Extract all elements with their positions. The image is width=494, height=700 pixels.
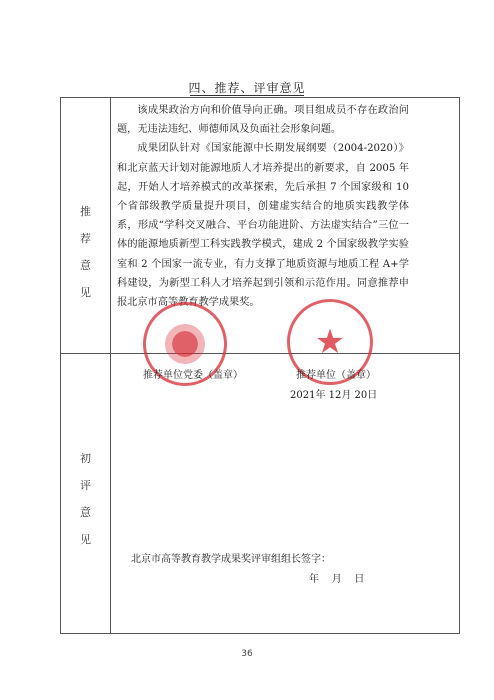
recommendation-opinion-text <box>117 101 409 312</box>
review-leader-signature-label: 北京市高等教育教学成果奖评审组组长签字： <box>131 554 331 565</box>
recommendation-label-char: 见 <box>80 286 91 299</box>
preliminary-label-char: 初 <box>80 452 91 465</box>
opinion-paragraph-political: 该成果政治方向和价值导向正确。项目组成员不存在政治问题，无违法违纪、师德师风及负面社会形象问题。 <box>117 105 409 136</box>
recommendation-date: 2021年 12月 20日 <box>290 390 378 401</box>
seal-star-icon: ★ <box>314 322 346 362</box>
opinion-paragraph-achievement: 成果团队针对《国家能源中长期发展纲要（2004-2020）》和北京蓝天计划对能源地质人才培养提出的新要求，自 2005 年起，开始人才培养模式的改革探索，先后承担 7 个国家级和 10 个省部级教学质量提升项目，创建虚实结合的地质实践教学体系，形成“学科交叉融合、平台功能进阶、方法虚实结合”三位一体的能源地质新型工科实践教学模式，建成 2 个国家级教学实验室和 2 个国家一流专业，有力支撑了地质资源与地质工程 A+学科建设，为新型工科人才培养起到引领和示范作用。同意推荐申报北京市高等教育教学成果奖。 <box>117 143 409 309</box>
preliminary-label <box>61 445 110 553</box>
recommendation-label <box>61 198 110 306</box>
preliminary-label-char: 评 <box>80 479 91 492</box>
preliminary-label-char: 意 <box>80 506 91 519</box>
opinion-form-table <box>60 97 460 634</box>
unit-seal-label: 推荐单位（盖章） <box>296 370 376 381</box>
party-committee-seal-label: 推荐单位党委（盖章） <box>143 370 243 381</box>
page-number: 36 <box>241 649 253 659</box>
title-underline <box>190 95 304 96</box>
party-emblem-icon <box>165 324 205 364</box>
preliminary-date-line: 年 月 日 <box>309 574 365 585</box>
recommendation-label-char: 意 <box>80 259 91 272</box>
preliminary-label-char: 见 <box>80 533 91 546</box>
row-divider <box>61 353 459 354</box>
recommendation-label-char: 推 <box>80 205 91 218</box>
section-title: 四、推荐、评审意见 <box>188 81 306 95</box>
label-column-divider <box>110 98 111 633</box>
recommendation-label-char: 荐 <box>80 232 91 245</box>
